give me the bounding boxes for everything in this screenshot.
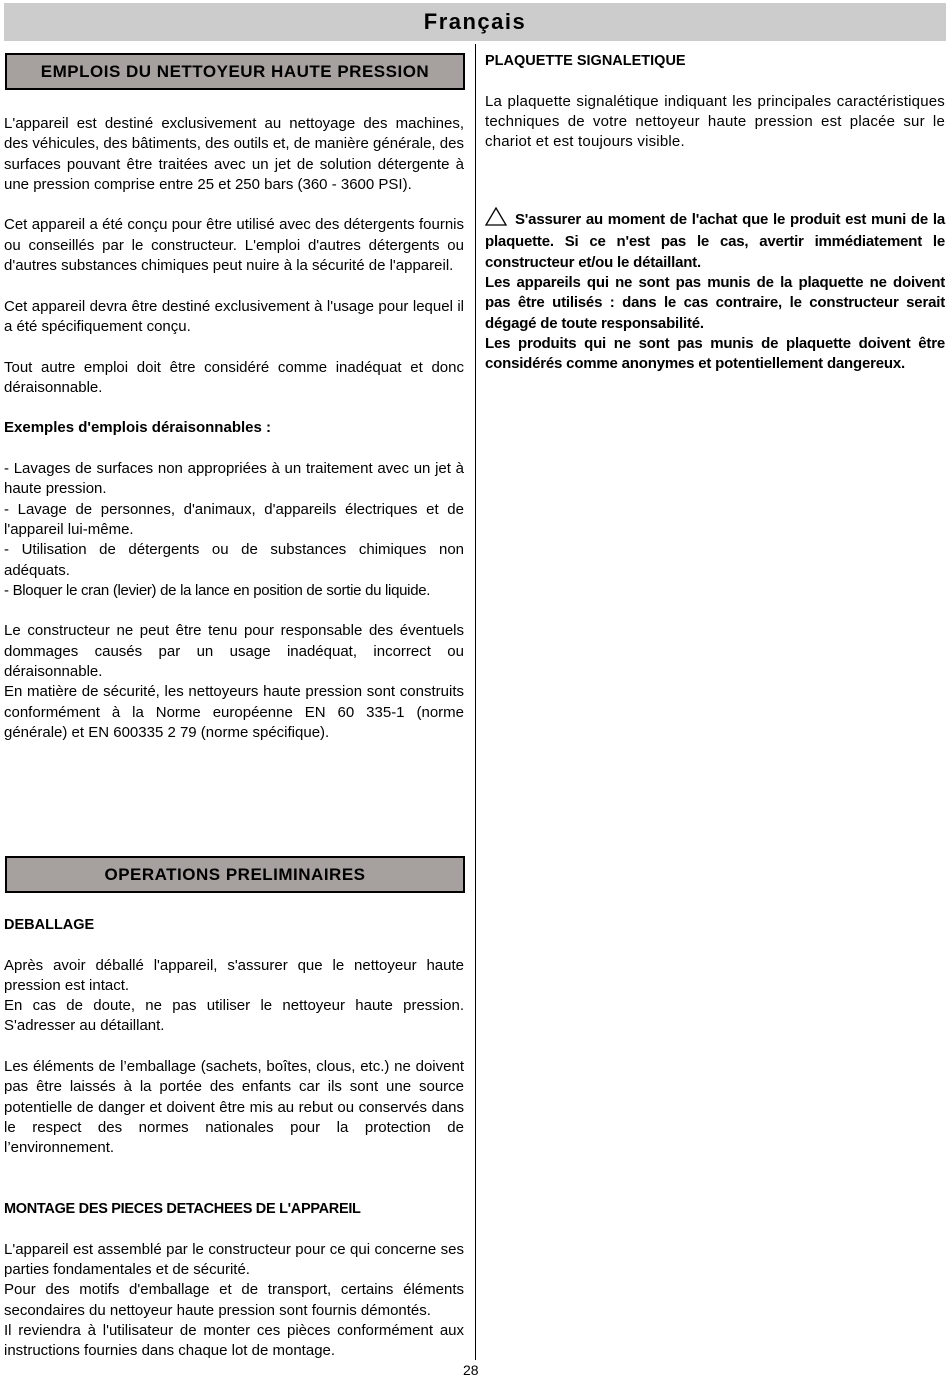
paragraph: L'appareil est destiné exclusivement au nettoyage des machines, des véhicules, des bâtiments, des outils et, de manière générale, des surfaces pouvant être traitées avec un jet de solution détergente à une pression comprise entre 25 et 250 bars (360 - 3600 PSI). xyxy=(4,115,464,193)
language-header xyxy=(4,3,946,41)
paragraph: La plaquette signalétique indiquant les principales caractéristiques techniques de votre nettoyeur haute pression est placée sur le chariot et est toujours visible. xyxy=(485,92,945,151)
paragraph: Il reviendra à l'utilisateur de monter ces pièces conformément aux instructions fournies dans chaque lot de montage. xyxy=(4,1321,464,1360)
paragraph: En cas de doute, ne pas utiliser le nettoyeur haute pression. S'adresser au détaillant. xyxy=(4,997,464,1035)
paragraph: Les éléments de l’emballage (sachets, boîtes, clous, etc.) ne doivent pas être laissés à la portée des enfants car ils sont une source potentielle de danger et doivent être mis au rebut ou conservés dans le respect des normes nationales pour la protection de l’environnement. xyxy=(4,1058,464,1157)
example-item: - Utilisation de détergents ou de substances chimiques non adéquats. xyxy=(4,541,464,579)
paragraph: Cet appareil devra être destiné exclusivement à l'usage pour lequel il a été spécifiquement conçu. xyxy=(4,297,464,335)
warning-text: S'assurer au moment de l'achat que le produit est muni de la plaquette. Si ce n'est pas le cas, avertir immédiatement le constructeur et/ou le détaillant. xyxy=(485,211,945,271)
page-number: 28 xyxy=(463,1362,479,1378)
paragraph: L'appareil est assemblé par le constructeur pour ce qui concerne ses parties fondamentales et de sécurité. xyxy=(4,1240,464,1279)
plaquette-section xyxy=(485,51,945,374)
emplois-section-body xyxy=(4,114,464,743)
paragraph: Tout autre emploi doit être considéré comme inadéquat et donc déraisonnable. xyxy=(4,358,464,396)
example-item: - Lavages de surfaces non appropriées à un traitement avec un jet à haute pression. xyxy=(4,460,464,498)
montage-heading: MONTAGE DES PIECES DETACHEES DE L'APPAREIL xyxy=(4,1201,361,1218)
warning-paragraph: Les produits qui ne sont pas munis de plaquette doivent être considérés comme anonymes et potentiellement dangereux. xyxy=(485,334,945,373)
language-title: Français xyxy=(423,9,527,34)
paragraph: Pour des motifs d'emballage et de transport, certains éléments secondaires du nettoyeur haute pression sont fournis démontés. xyxy=(4,1281,464,1319)
deballage-heading: DEBALLAGE xyxy=(4,917,95,933)
example-item: - Bloquer le cran (levier) de la lance en position de sortie du liquide. xyxy=(4,581,431,599)
example-item: - Lavage de personnes, d'animaux, d'appareils électriques et de l'appareil lui-même. xyxy=(4,500,464,538)
paragraph: En matière de sécurité, les nettoyeurs haute pression sont construits conformément à la Norme européenne EN 60 335-1 (norme générale) et EN 600335 2 79 (norme spécifique). xyxy=(4,683,464,741)
column-divider xyxy=(475,44,476,1360)
examples-heading: Exemples d'emplois déraisonnables : xyxy=(4,419,271,437)
operations-section-body xyxy=(4,915,464,1362)
paragraph: Le constructeur ne peut être tenu pour responsable des éventuels dommages causés par un usage inadéquat, incorrect ou déraisonnable. xyxy=(4,622,464,681)
plaquette-heading: PLAQUETTE SIGNALETIQUE xyxy=(485,53,686,69)
paragraph: Cet appareil a été conçu pour être utilisé avec des détergents fournis ou conseillés par le constructeur. L'emploi d'autres détergents ou d'autres substances chimiques peut nuire à la sécurité de l'appareil. xyxy=(4,216,464,275)
paragraph: Après avoir déballé l'appareil, s'assurer que le nettoyeur haute pression est intact. xyxy=(4,956,464,994)
warning-triangle-icon xyxy=(485,207,507,232)
warning-paragraph xyxy=(485,207,945,273)
section-title-emplois: EMPLOIS DU NETTOYEUR HAUTE PRESSION xyxy=(5,53,465,90)
section-title-operations: OPERATIONS PRELIMINAIRES xyxy=(5,856,465,893)
warning-paragraph: Les appareils qui ne sont pas munis de la plaquette ne doivent pas être utilisés : dans le cas contraire, le constructeur serait dégagé de toute responsabilité. xyxy=(485,273,945,332)
